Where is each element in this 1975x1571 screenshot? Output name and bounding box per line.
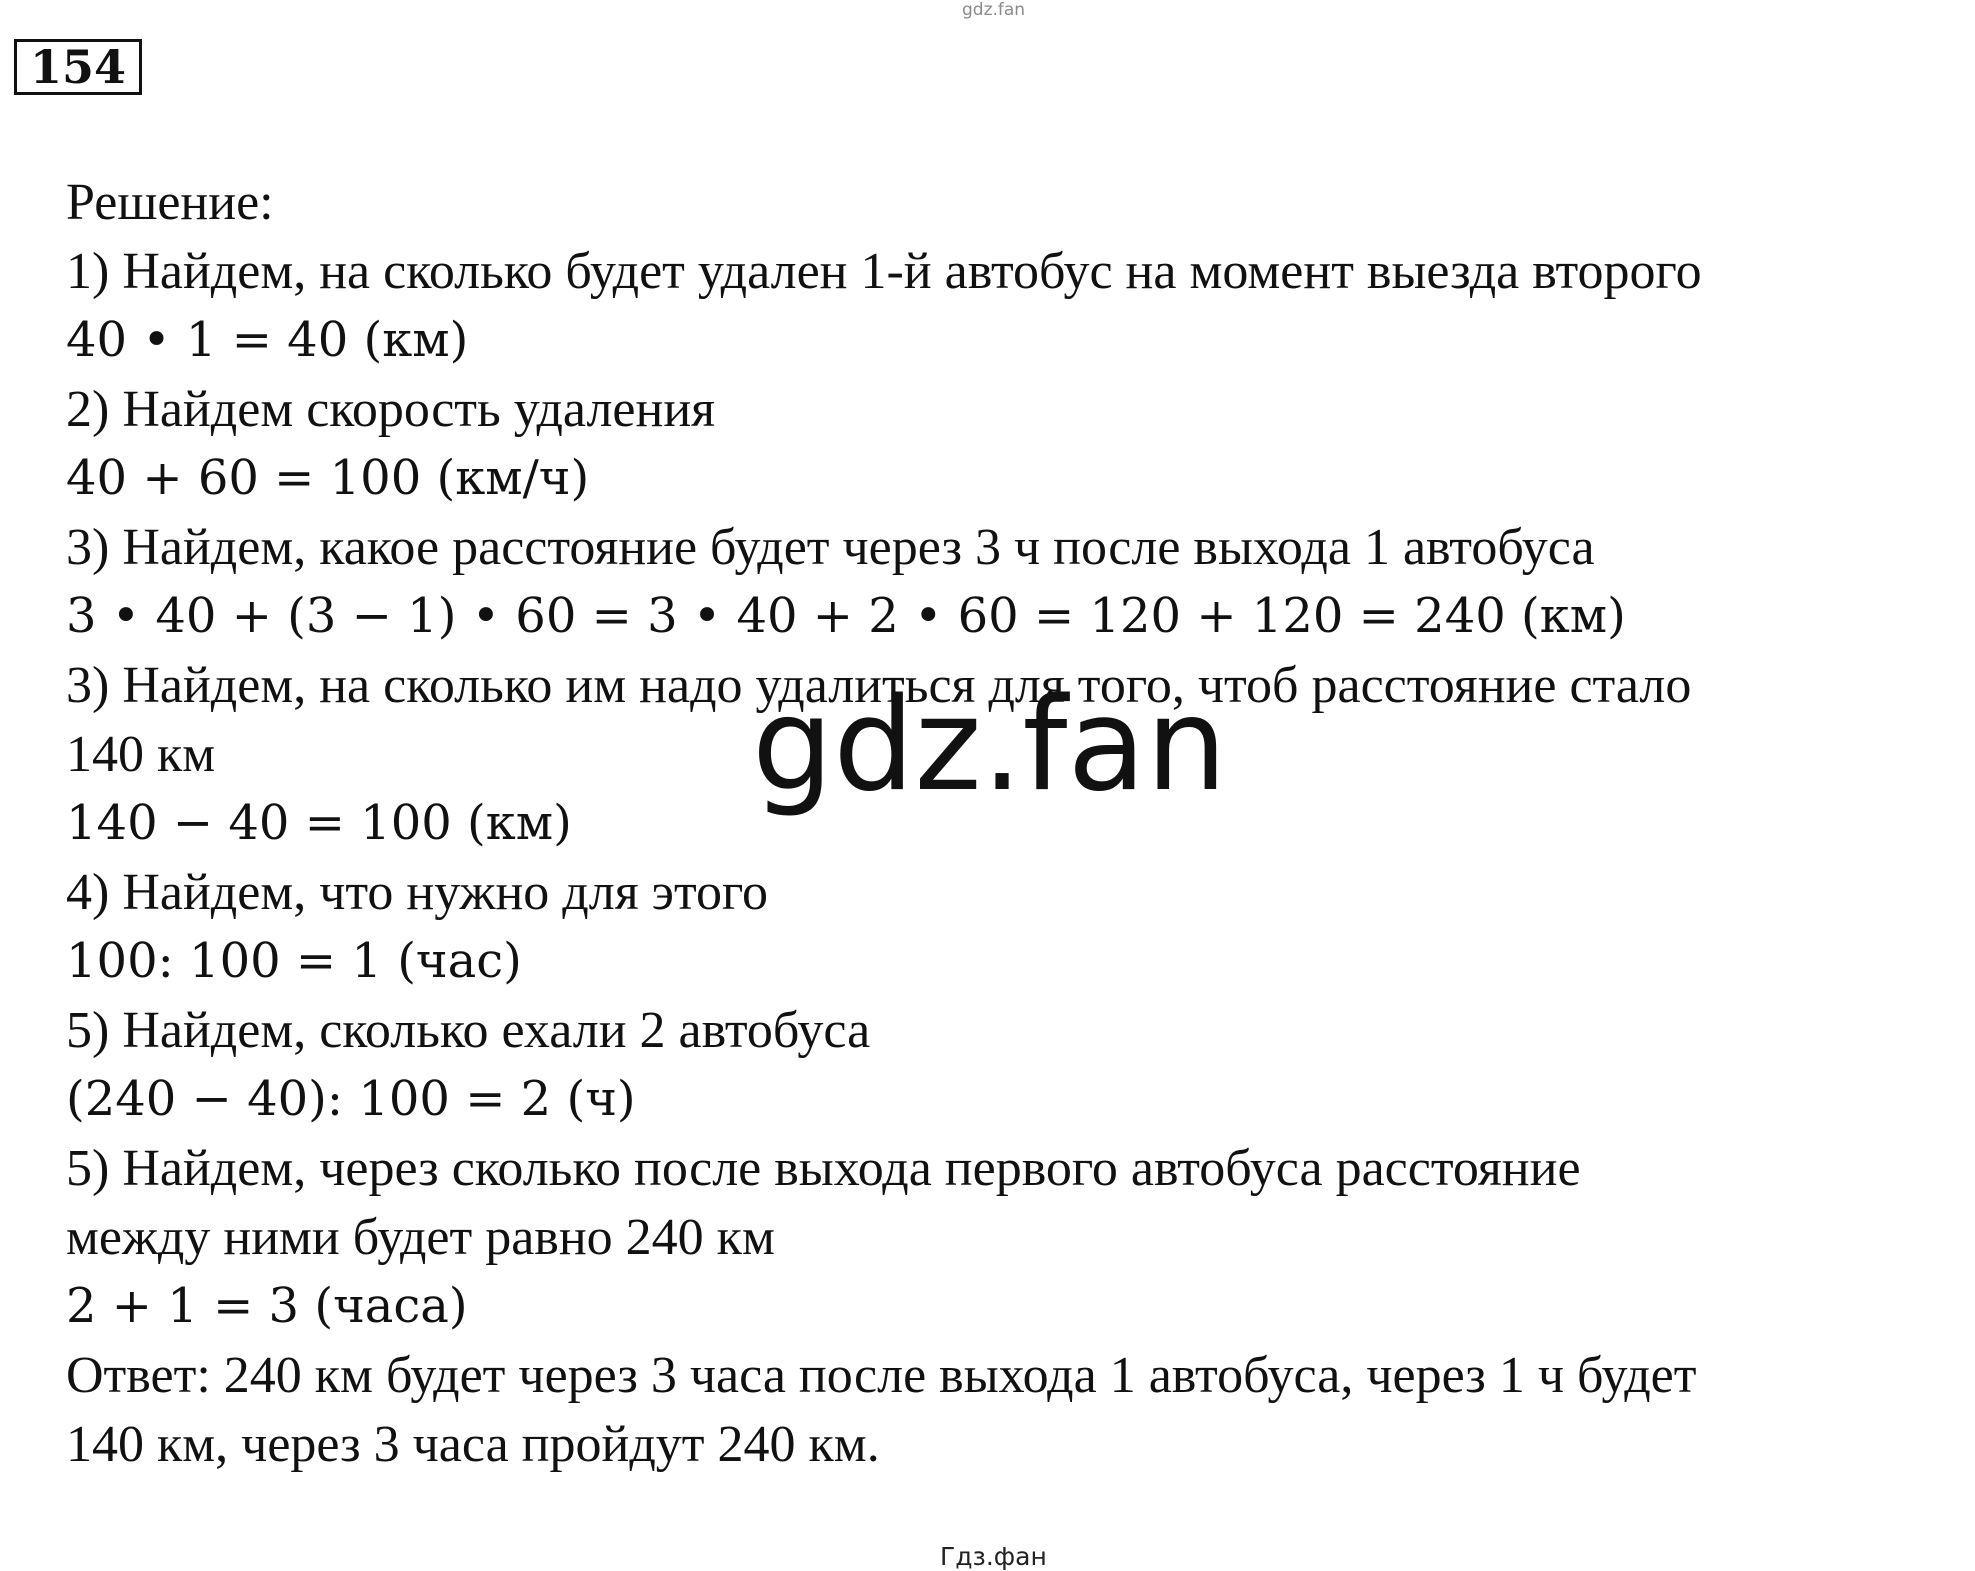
step-3-formula: 3 • 40 + (3 − 1) • 60 = 3 • 40 + 2 • 60 = 120 + 120 = 240 (км) <box>66 588 1626 644</box>
solution-body <box>66 168 1961 1479</box>
step-4-formula: 100: 100 = 1 (час) <box>66 933 522 989</box>
watermark: gdz.fan <box>752 671 1227 820</box>
step-5-text: 5) Найдем, сколько ехали 2 автобуса <box>66 1002 871 1059</box>
step-5b-text-cont: между ними будет равно 240 км <box>66 1209 775 1266</box>
step-3-text: 3) Найдем, какое расстояние будет через 3 ч после выхода 1 автобуса <box>66 519 1595 576</box>
step-2-formula: 40 + 60 = 100 (км/ч) <box>66 450 590 506</box>
step-5b-text: 5) Найдем, через сколько после выхода первого автобуса расстояние <box>66 1140 1581 1197</box>
step-3b-text: 3) Найдем, на сколько им надо удалиться для того, чтоб расстояние стало <box>66 657 1692 714</box>
answer-text-cont: 140 км, через 3 часа пройдут 240 км. <box>66 1416 880 1473</box>
step-5-formula: (240 − 40): 100 = 2 (ч) <box>66 1071 636 1127</box>
step-5b-formula: 2 + 1 = 3 (часа) <box>66 1278 468 1334</box>
footer-site-mark: Гдз.фан <box>940 1542 1047 1571</box>
step-1-formula: 40 • 1 = 40 (км) <box>66 312 469 368</box>
step-1-text: 1) Найдем, на сколько будет удален 1-й автобус на момент выезда второго <box>66 243 1702 300</box>
problem-number-box: 154 <box>14 39 142 95</box>
step-4-text: 4) Найдем, что нужно для этого <box>66 864 769 921</box>
step-3b-formula: 140 − 40 = 100 (км) <box>66 795 572 851</box>
top-site-mark: gdz.fan <box>962 0 1026 20</box>
step-2-text: 2) Найдем скорость удаления <box>66 381 716 438</box>
step-3b-text-cont: 140 км <box>66 726 216 783</box>
solution-heading: Решение: <box>66 174 274 231</box>
answer-text: Ответ: 240 км будет через 3 часа после выхода 1 автобуса, через 1 ч будет <box>66 1347 1697 1404</box>
